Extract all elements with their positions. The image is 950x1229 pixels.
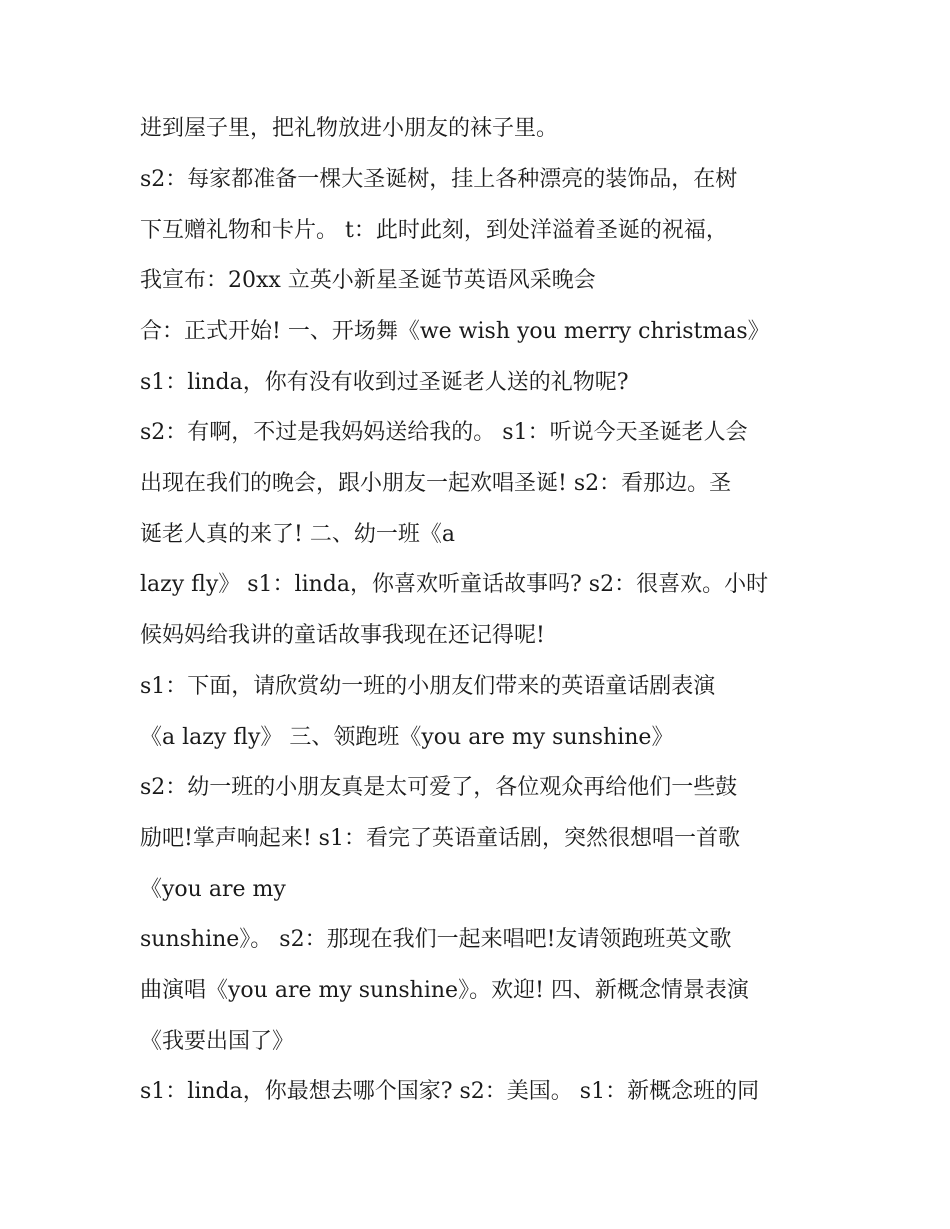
text-line: sunshine》。 s2：那现在我们一起来唱吧!友请领跑班英文歌	[140, 927, 732, 952]
text-line: 出现在我们的晚会，跟小朋友一起欢唱圣诞! s2：看那边。圣	[140, 471, 732, 496]
text-line: 励吧!掌声响起来! s1：看完了英语童话剧，突然很想唱一首歌	[140, 826, 740, 851]
text-line: 《you are my	[140, 877, 286, 902]
text-line: s1：linda，你最想去哪个国家? s2：美国。 s1：新概念班的同	[140, 1079, 760, 1104]
text-line: 进到屋子里，把礼物放进小朋友的袜子里。	[140, 116, 559, 141]
text-line: s2：幼一班的小朋友真是太可爱了，各位观众再给他们一些鼓	[140, 775, 738, 800]
text-line: s2：每家都准备一棵大圣诞树，挂上各种漂亮的装饰品，在树	[140, 167, 738, 192]
text-line: 下互赠礼物和卡片。 t：此时此刻，到处洋溢着圣诞的祝福，	[140, 218, 728, 243]
text-line: 《a lazy fly》 三、领跑班《you are my sunshine》	[140, 725, 674, 750]
text-line: 候妈妈给我讲的童话故事我现在还记得呢!	[140, 623, 545, 648]
text-line: 诞老人真的来了! 二、幼一班《a	[140, 522, 455, 547]
text-line: lazy fly》 s1：linda，你喜欢听童话故事吗? s2：很喜欢。小时	[140, 572, 769, 597]
text-line: 我宣布：20xx 立英小新星圣诞节英语风采晚会	[140, 268, 596, 293]
text-line: s2：有啊，不过是我妈妈送给我的。 s1：听说今天圣诞老人会	[140, 420, 748, 445]
text-line: s1：下面，请欣赏幼一班的小朋友们带来的英语童话剧表演	[140, 674, 716, 699]
text-line: s1：linda，你有没有收到过圣诞老人送的礼物呢?	[140, 370, 629, 395]
text-line: 《我要出国了》	[140, 1029, 295, 1054]
text-line: 曲演唱《you are my sunshine》。欢迎! 四、新概念情景表演	[140, 978, 749, 1003]
text-line: 合：正式开始! 一、开场舞《we wish you merry christmas》	[140, 319, 770, 344]
